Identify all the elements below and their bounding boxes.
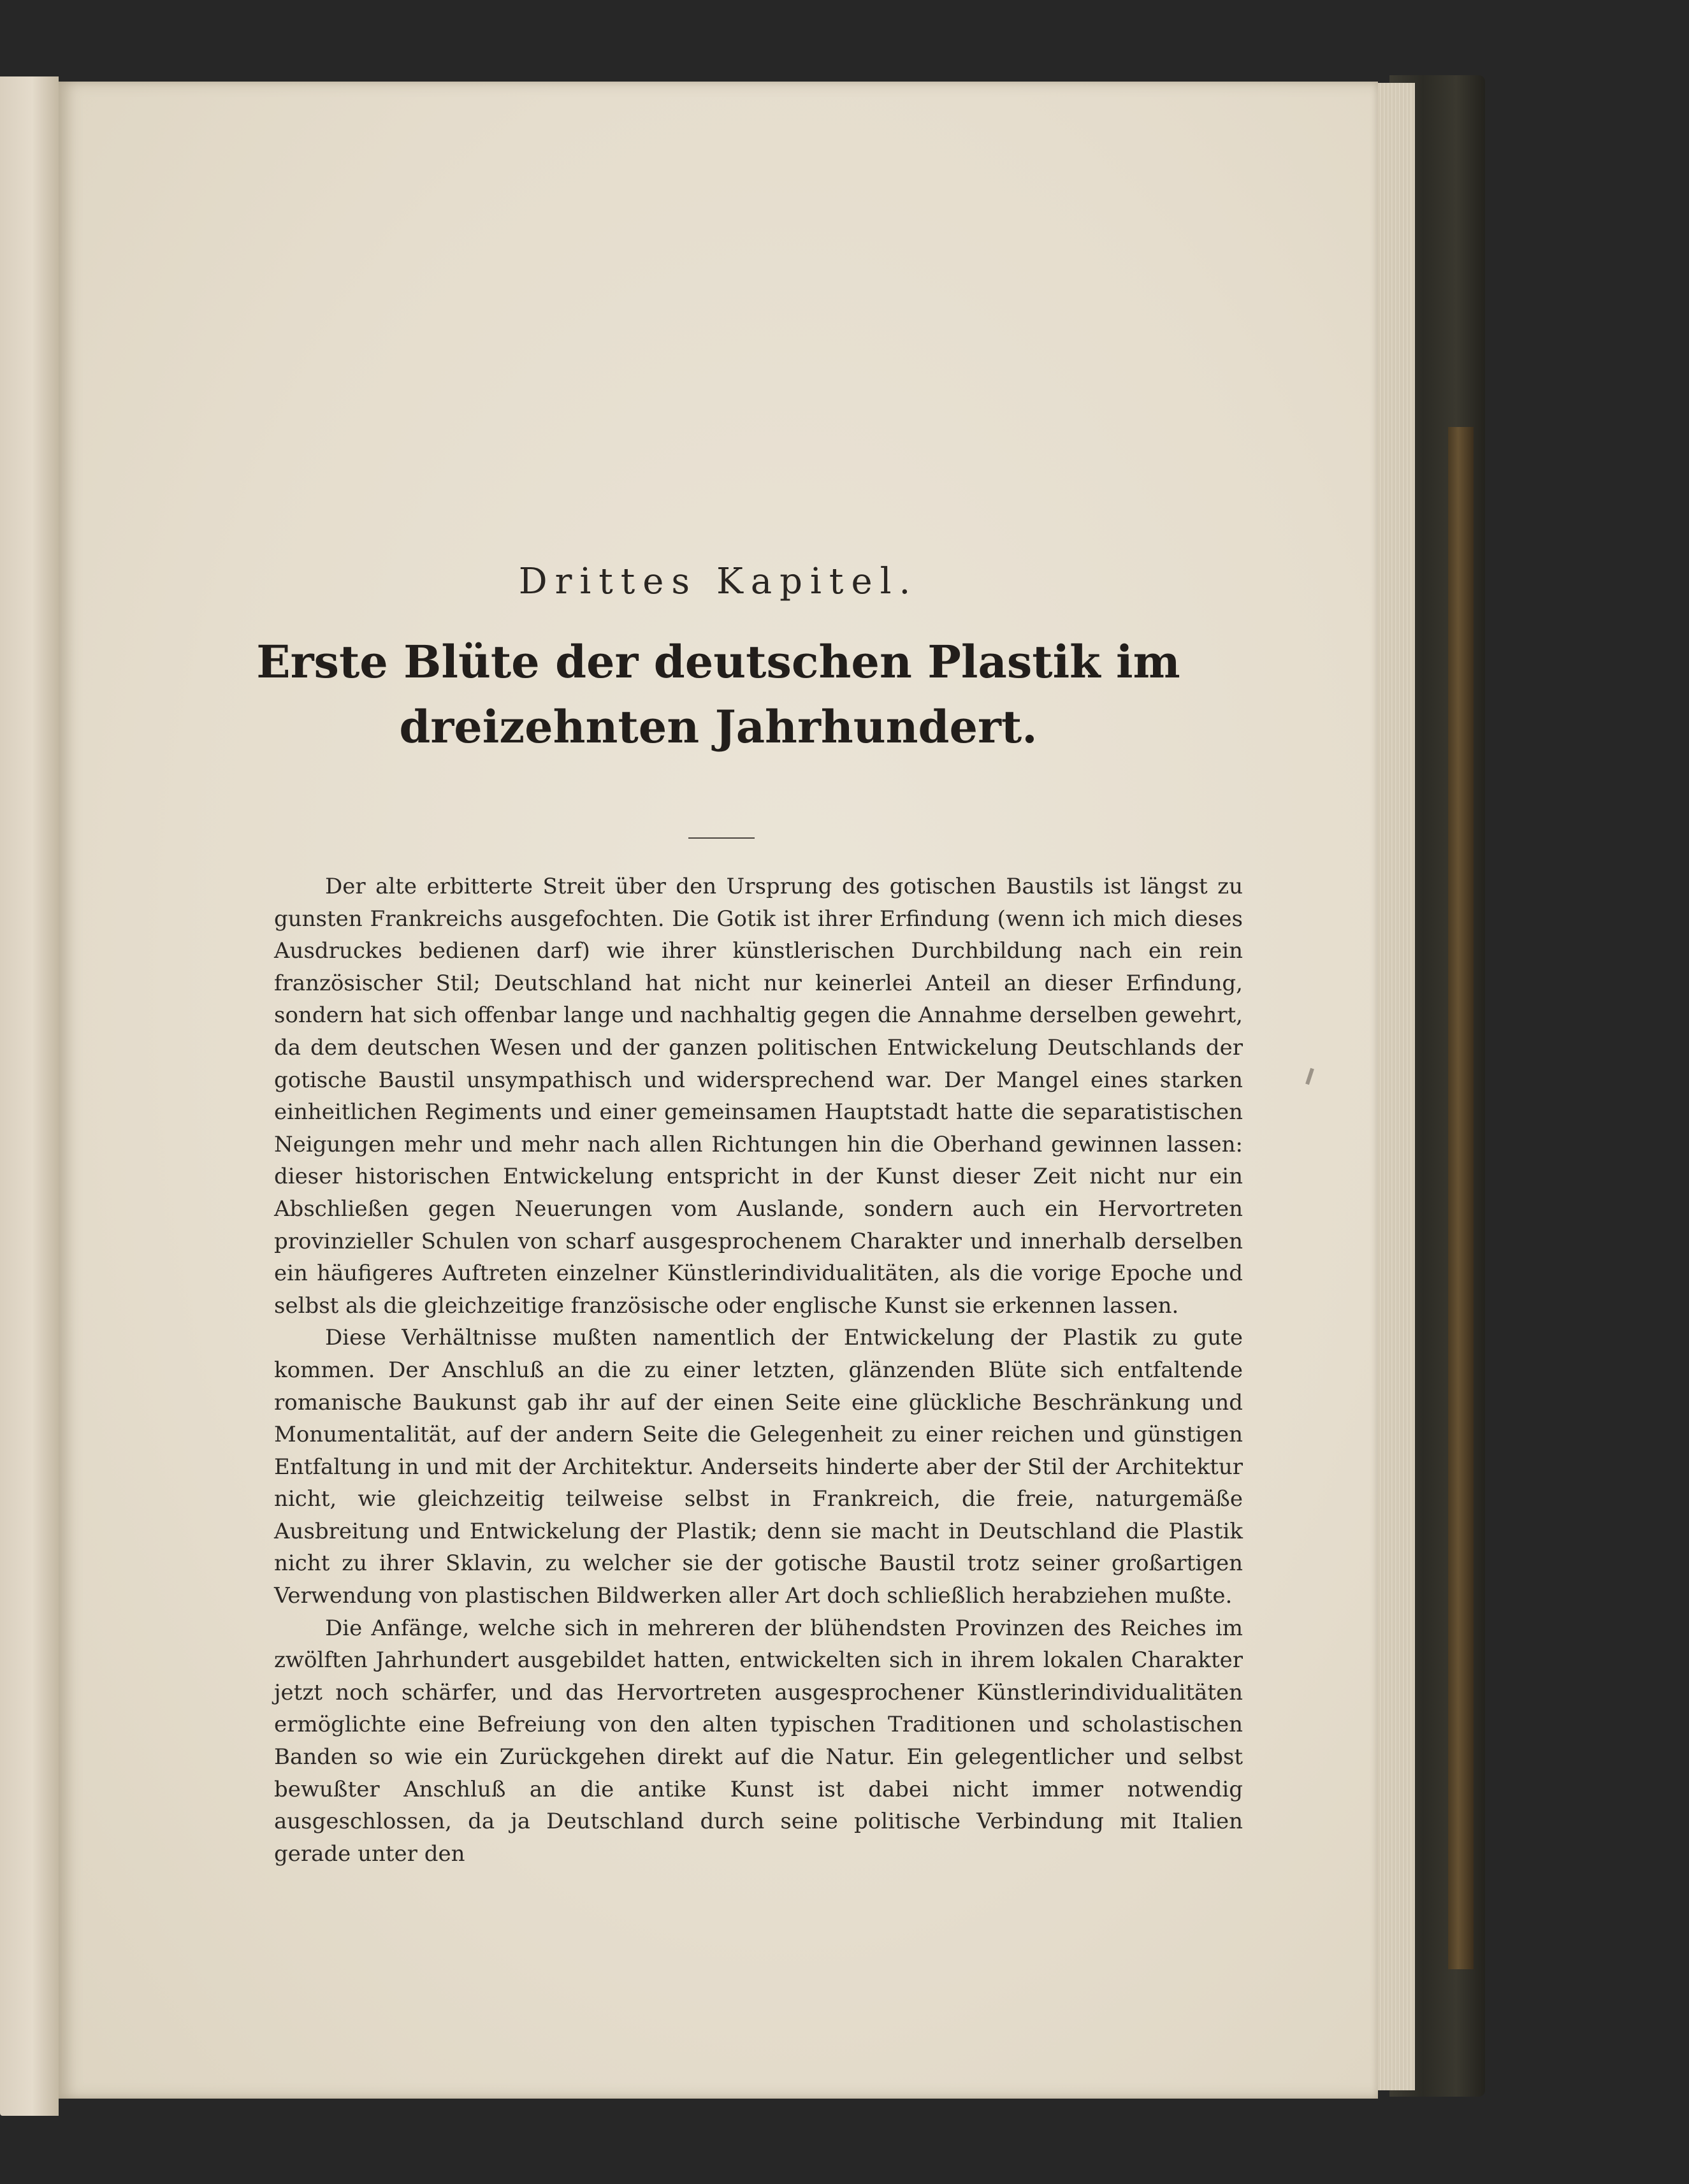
left-facing-page bbox=[0, 76, 59, 2116]
paragraph: Diese Verhältnisse mußten namentlich der Entwickelung der Plastik zu gute kommen. Der Anschluß an die zu einer letzten, glänzenden Blüte sich entfaltende romanische Baukunst gab ihr auf der einen Seite eine glückliche Beschränkung und Monumentalität, auf der andern Seite die Gelegenheit zu einer reichen und günstigen Entfaltung in und mit der Architektur. Anderseits hinderte aber der Stil der Architektur nicht, wie gleichzeitig teilweise selbst in Frankreich, die freie, naturgemäße Ausbreitung und Entwickelung der Plastik; denn sie macht in Deutschland die Plastik nicht zu ihrer Sklavin, zu welcher sie der gotische Baustil trotz seiner großartigen Verwendung von plastischen Bildwerken aller Art doch schließlich herabziehen mußte. bbox=[274, 1325, 1243, 1609]
paragraph: Die Anfänge, welche sich in mehreren der blühendsten Provinzen des Reiches im zwölften Jahrhundert ausgebildet hatten, entwickelten sich in ihrem lokalen Charakter jetzt noch schärfer, und das Hervortreten ausgesprochener Künstlerindividualitäten ermöglichte eine Befreiung von den alten typischen Traditionen und scholastischen Banden so wie ein Zurückgehen direkt auf die Natur. Ein gelegentlicher und selbst bewußter Anschluß an die antike Kunst ist dabei nicht immer notwendig ausgeschlossen, da ja Deutschland durch seine politische Verbindung mit Italien gerade unter den bbox=[274, 1615, 1243, 1867]
book-page bbox=[59, 82, 1378, 2099]
chapter-label: Drittes Kapitel. bbox=[518, 561, 918, 602]
margin-mark bbox=[1305, 1068, 1314, 1085]
cover-inner-board bbox=[1448, 427, 1474, 1969]
title-divider bbox=[688, 837, 755, 839]
chapter-title: Erste Blüte der deutschen Plastik im dreizehnten Jahrhundert. bbox=[256, 635, 1180, 753]
paragraph: Der alte erbitterte Streit über den Ursprung des gotischen Baustils ist längst zu gunsten Frankreichs ausgefochten. Die Gotik ist ihrer Erfindung (wenn ich mich dieses Ausdruckes bedienen darf) wie ihrer künstlerischen Durchbildung nach ein rein französischer Stil; Deutschland hat nicht nur keinerlei Anteil an dieser Erfindung, sondern hat sich offenbar lange und nachhaltig gegen die Annahme derselben gewehrt, da dem deutschen Wesen und der ganzen politischen Entwickelung Deutschlands der gotische Baustil unsympathisch und widersprechend war. Der Mangel eines starken einheitlichen Regiments und einer gemeinsamen Hauptstadt hatte die separatistischen Neigungen mehr und mehr nach allen Richtungen hin die Oberhand gewinnen lassen: dieser historischen Entwickelung entspricht in der Kunst dieser Zeit nicht nur ein Abschließen gegen Neuerungen vom Auslande, sondern auch ein Hervortreten provinzieller Schulen von scharf ausgesprochenem Charakter und innerhalb derselben ein häufigeres Auftreten einzelner Künstlerindividualitäten, als die vorige Epoche und selbst als die gleichzeitige französische oder englische Kunst sie erkennen lassen. bbox=[274, 874, 1243, 1319]
body-text bbox=[274, 871, 1243, 1870]
